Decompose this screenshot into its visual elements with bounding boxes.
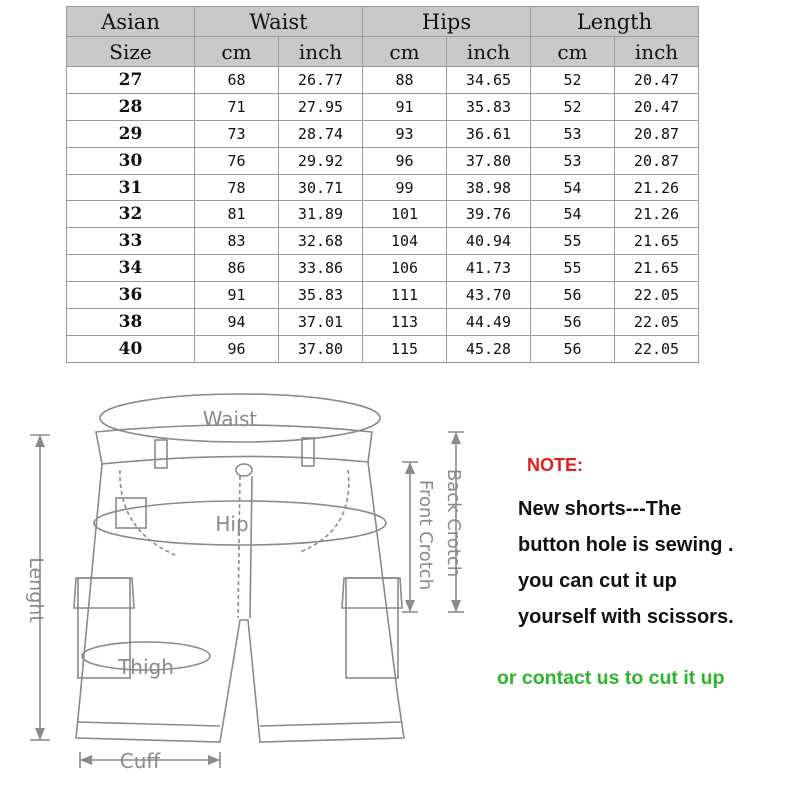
coin-pocket: [116, 498, 146, 528]
unit-header: cm: [363, 37, 447, 67]
measure-cell: 115: [363, 335, 447, 362]
waist-label: Waist: [202, 407, 258, 431]
measure-cell: 21.65: [615, 228, 699, 255]
front-crotch-label: Front Crotch: [415, 479, 436, 591]
measure-cell: 44.49: [447, 309, 531, 336]
hip-label: Hip: [215, 512, 249, 536]
measure-cell: 37.01: [279, 309, 363, 336]
cargo-flap-left: [74, 578, 134, 608]
note-title: NOTE:: [527, 455, 583, 475]
measure-cell: 96: [195, 335, 279, 362]
size-header-top: Asian: [67, 7, 195, 37]
measure-cell: 37.80: [279, 335, 363, 362]
measure-cell: 36.61: [447, 120, 531, 147]
contact-note: or contact us to cut it up: [497, 667, 725, 689]
measure-cell: 68: [195, 67, 279, 94]
measure-cell: 27.95: [279, 93, 363, 120]
measure-cell: 111: [363, 282, 447, 309]
measure-cell: 54: [531, 174, 615, 201]
size-cell: 38: [67, 309, 195, 336]
measure-cell: 56: [531, 335, 615, 362]
cuff-label: Cuff: [119, 749, 161, 773]
measure-cell: 30.71: [279, 174, 363, 201]
note-line: yourself with scissors.: [518, 606, 734, 628]
measure-cell: 40.94: [447, 228, 531, 255]
measure-cell: 91: [195, 282, 279, 309]
table-row: [67, 282, 699, 309]
measure-cell: 83: [195, 228, 279, 255]
measure-cell: 56: [531, 309, 615, 336]
thigh-label: Thigh: [118, 655, 174, 679]
measure-cell: 52: [531, 93, 615, 120]
table-row: [67, 147, 699, 174]
cargo-flap-right: [342, 578, 402, 608]
measure-cell: 52: [531, 67, 615, 94]
measure-cell: 45.28: [447, 335, 531, 362]
measure-cell: 32.68: [279, 228, 363, 255]
measure-cell: 113: [363, 309, 447, 336]
cuff-line: [260, 722, 402, 726]
measure-cell: 20.87: [615, 120, 699, 147]
measure-cell: 55: [531, 228, 615, 255]
measure-cell: 94: [195, 309, 279, 336]
measure-cell: 43.70: [447, 282, 531, 309]
measure-cell: 22.05: [615, 309, 699, 336]
table-row: [67, 309, 699, 336]
size-cell: 30: [67, 147, 195, 174]
table-row: [67, 174, 699, 201]
measure-cell: 41.73: [447, 255, 531, 282]
measure-cell: 76: [195, 147, 279, 174]
measure-cell: 34.65: [447, 67, 531, 94]
measure-cell: 78: [195, 174, 279, 201]
length-label: Lenght: [25, 557, 47, 623]
measure-cell: 22.05: [615, 335, 699, 362]
measure-cell: 101: [363, 201, 447, 228]
measure-cell: 21.65: [615, 255, 699, 282]
size-cell: 32: [67, 201, 195, 228]
size-cell: 27: [67, 67, 195, 94]
note-line: button hole is sewing .: [518, 534, 734, 556]
size-rows: [67, 67, 699, 363]
front-pocket: [300, 470, 349, 552]
unit-header: cm: [195, 37, 279, 67]
measure-cell: 53: [531, 147, 615, 174]
measure-cell: 29.92: [279, 147, 363, 174]
cargo-pocket-right: [346, 578, 398, 678]
table-row: [67, 335, 699, 362]
table-row: [67, 201, 699, 228]
measure-cell: 39.76: [447, 201, 531, 228]
measure-cell: 20.47: [615, 93, 699, 120]
size-cell: 29: [67, 120, 195, 147]
measure-cell: 54: [531, 201, 615, 228]
measure-cell: 20.87: [615, 147, 699, 174]
unit-header: inch: [279, 37, 363, 67]
shorts-diagram: [10, 380, 490, 785]
measure-cell: 35.83: [279, 282, 363, 309]
measure-cell: 21.26: [615, 201, 699, 228]
measure-cell: 93: [363, 120, 447, 147]
measure-cell: 22.05: [615, 282, 699, 309]
measure-cell: 91: [363, 93, 447, 120]
size-cell: 36: [67, 282, 195, 309]
note-line: you can cut it up: [518, 570, 677, 592]
measure-cell: 86: [195, 255, 279, 282]
measure-cell: 106: [363, 255, 447, 282]
measure-cell: 28.74: [279, 120, 363, 147]
length-header: Length: [531, 7, 699, 37]
measure-cell: 71: [195, 93, 279, 120]
table-row: [67, 67, 699, 94]
table-row: [67, 93, 699, 120]
unit-header: inch: [447, 37, 531, 67]
measure-cell: 104: [363, 228, 447, 255]
measure-cell: 31.89: [279, 201, 363, 228]
shorts-outline: [76, 462, 404, 742]
hips-header: Hips: [363, 7, 531, 37]
measure-cell: 21.26: [615, 174, 699, 201]
table-row: [67, 255, 699, 282]
size-cell: 28: [67, 93, 195, 120]
measure-cell: 56: [531, 282, 615, 309]
note-line: New shorts---The: [518, 498, 682, 520]
unit-header: inch: [615, 37, 699, 67]
fly-line: [238, 476, 240, 618]
measure-cell: 20.47: [615, 67, 699, 94]
measure-cell: 73: [195, 120, 279, 147]
measure-cell: 53: [531, 120, 615, 147]
measure-cell: 96: [363, 147, 447, 174]
measure-cell: 33.86: [279, 255, 363, 282]
measure-cell: 26.77: [279, 67, 363, 94]
fly-line: [250, 476, 252, 618]
button-icon: [236, 464, 252, 476]
waist-header: Waist: [195, 7, 363, 37]
cuff-line: [78, 722, 220, 726]
measure-cell: 35.83: [447, 93, 531, 120]
belt-loop: [302, 438, 314, 466]
measure-cell: 88: [363, 67, 447, 94]
back-crotch-label: Back Crotch: [443, 468, 464, 578]
measure-cell: 99: [363, 174, 447, 201]
size-header-bottom: Size: [67, 37, 195, 67]
table-row: [67, 120, 699, 147]
size-cell: 33: [67, 228, 195, 255]
measure-cell: 38.98: [447, 174, 531, 201]
table-row: [67, 228, 699, 255]
unit-header: cm: [531, 37, 615, 67]
size-cell: 34: [67, 255, 195, 282]
measure-cell: 55: [531, 255, 615, 282]
belt-loop: [155, 440, 167, 468]
measure-cell: 81: [195, 201, 279, 228]
size-cell: 31: [67, 174, 195, 201]
measure-cell: 37.80: [447, 147, 531, 174]
size-cell: 40: [67, 335, 195, 362]
size-table: [66, 6, 699, 363]
